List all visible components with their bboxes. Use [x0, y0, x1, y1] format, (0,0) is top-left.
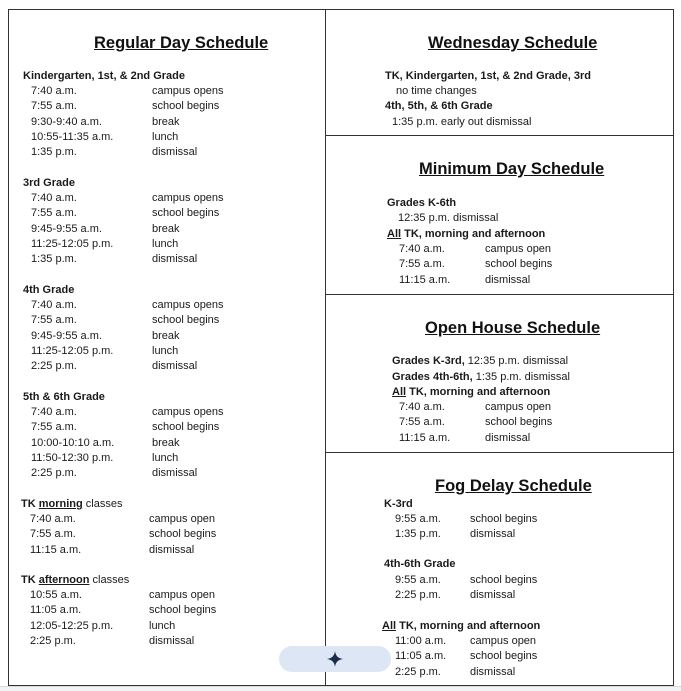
schedule-time: 7:40 a.m. [31, 85, 77, 97]
schedule-time: 2:25 p.m. [31, 360, 77, 373]
schedule-time: 10:55-11:35 a.m. [31, 130, 114, 143]
sparkle-icon [327, 651, 343, 667]
schedule-event: school begins [470, 650, 538, 663]
schedule-event: lunch [152, 130, 179, 143]
openhouse-tk-header: All TK, morning and afternoon [392, 386, 551, 398]
minimum-grades-time: 12:35 p.m. dismissal [398, 212, 499, 224]
section-divider [325, 294, 674, 295]
schedule-time: 7:40 a.m. [31, 192, 77, 204]
schedule-event: campus opens [152, 192, 224, 204]
schedule-event: school begins [152, 314, 220, 327]
schedule-time: 9:55 a.m. [395, 574, 441, 586]
grade-header: 5th & 6th Grade [23, 391, 105, 403]
schedule-event: dismissal [470, 589, 516, 602]
schedule-event: dismissal [149, 634, 195, 647]
fog-tk-header: All TK, morning and afternoon [382, 620, 541, 632]
schedule-event: break [152, 222, 180, 235]
column-divider [325, 9, 326, 686]
schedule-time: 11:50-12:30 p.m. [31, 451, 114, 464]
minimum-tk-header: All TK, morning and afternoon [387, 228, 546, 240]
schedule-time: 11:05 a.m. [395, 650, 447, 663]
minimum-schedule-title: Minimum Day Schedule [419, 160, 605, 178]
wednesday-line: TK, Kindergarten, 1st, & 2nd Grade, 3rd [385, 70, 591, 82]
schedule-time: 10:55 a.m. [30, 589, 82, 601]
schedule-time: 2:25 p.m. [30, 634, 76, 647]
schedule-time: 9:45-9:55 a.m. [31, 329, 102, 342]
schedule-time: 11:25-12:05 p.m. [31, 237, 114, 250]
schedule-event: break [152, 329, 180, 342]
schedule-event: school begins [470, 513, 538, 525]
schedule-event: break [152, 436, 180, 449]
schedule-time: 7:55 a.m. [399, 258, 445, 271]
schedule-event: dismissal [152, 467, 198, 480]
schedule-time: 7:55 a.m. [399, 416, 445, 429]
schedule-time: 11:15 a.m. [399, 273, 451, 286]
schedule-event: dismissal [485, 431, 531, 444]
page-bottom-bar [0, 686, 681, 691]
section-divider [325, 452, 674, 453]
schedule-time: 7:40 a.m. [399, 243, 445, 255]
schedule-time: 9:30-9:40 a.m. [31, 115, 102, 128]
schedule-event: campus open [485, 401, 552, 413]
schedule-time: 7:55 a.m. [30, 528, 76, 541]
schedule-event: lunch [152, 237, 179, 250]
schedule-event: dismissal [152, 146, 198, 159]
schedule-time: 11:05 a.m. [30, 604, 82, 617]
fog-46-header: 4th-6th Grade [384, 558, 456, 570]
schedule-event: lunch [149, 619, 176, 632]
fog-k3-header: K-3rd [384, 498, 413, 510]
schedule-time: 2:25 p.m. [31, 467, 77, 480]
schedule-event: campus open [149, 589, 216, 601]
schedule-time: 1:35 p.m. [31, 253, 77, 266]
schedule-event: dismissal [470, 528, 516, 541]
schedule-event: campus open [485, 243, 552, 255]
schedule-time: 7:55 a.m. [31, 314, 77, 327]
wednesday-schedule-title: Wednesday Schedule [428, 34, 598, 52]
schedule-time: 11:00 a.m. [395, 635, 447, 647]
schedule-event: dismissal [149, 543, 195, 556]
schedule-event: lunch [152, 451, 179, 464]
tk-class-header: TK afternoon classes [21, 574, 130, 586]
schedule-time: 1:35 p.m. [31, 146, 77, 159]
wednesday-line: no time changes [396, 85, 477, 97]
schedule-time: 2:25 p.m. [395, 589, 441, 602]
schedule-event: school begins [470, 574, 538, 586]
minimum-grades: Grades K-6th [387, 197, 457, 209]
schedule-event: campus opens [152, 406, 224, 418]
schedule-event: lunch [152, 344, 179, 357]
schedule-time: 7:55 a.m. [31, 207, 77, 220]
schedule-time: 7:55 a.m. [31, 100, 77, 113]
ai-assist-button[interactable] [279, 646, 391, 672]
schedule-event: campus open [470, 635, 537, 647]
wednesday-line: 1:35 p.m. early out dismissal [392, 116, 532, 128]
schedule-time: 7:40 a.m. [399, 401, 445, 413]
schedule-event: dismissal [485, 273, 531, 286]
openhouse-line: Grades K-3rd, 12:35 p.m. dismissal [392, 355, 569, 367]
schedule-event: campus opens [152, 85, 224, 97]
schedule-time: 11:25-12:05 p.m. [31, 344, 114, 357]
openhouse-line: Grades 4th-6th, 1:35 p.m. dismissal [392, 371, 570, 383]
schedule-event: school begins [485, 258, 553, 271]
schedule-time: 7:55 a.m. [31, 421, 77, 434]
grade-header: 3rd Grade [23, 177, 75, 189]
grade-header: Kindergarten, 1st, & 2nd Grade [23, 70, 185, 82]
schedule-time: 9:55 a.m. [395, 513, 441, 525]
schedule-time: 7:40 a.m. [31, 406, 77, 418]
schedule-event: campus opens [152, 299, 224, 311]
openhouse-schedule-title: Open House Schedule [425, 319, 601, 337]
schedule-event: school begins [152, 421, 220, 434]
schedule-time: 7:40 a.m. [31, 299, 77, 311]
schedule-event: school begins [485, 416, 553, 429]
schedule-time: 1:35 p.m. [395, 528, 441, 541]
fog-schedule-title: Fog Delay Schedule [435, 477, 592, 495]
schedule-time: 12:05-12:25 p.m. [30, 619, 114, 632]
schedule-event: school begins [149, 604, 217, 617]
tk-class-header: TK morning classes [21, 498, 123, 510]
section-divider [325, 135, 674, 136]
schedule-event: break [152, 115, 180, 128]
schedule-event: school begins [149, 528, 217, 541]
schedule-time: 9:45-9:55 a.m. [31, 222, 102, 235]
wednesday-line: 4th, 5th, & 6th Grade [385, 100, 493, 112]
schedule-time: 10:00-10:10 a.m. [31, 436, 115, 449]
schedule-time: 7:40 a.m. [30, 513, 76, 525]
schedule-event: school begins [152, 100, 220, 113]
schedule-event: dismissal [152, 253, 198, 266]
schedule-time: 11:15 a.m. [30, 543, 82, 556]
schedule-event: dismissal [152, 360, 198, 373]
grade-header: 4th Grade [23, 284, 75, 296]
schedule-event: campus open [149, 513, 216, 525]
regular-schedule-title: Regular Day Schedule [94, 34, 269, 52]
schedule-event: school begins [152, 207, 220, 220]
schedule-time: 11:15 a.m. [399, 431, 451, 444]
schedule-event: dismissal [470, 665, 516, 678]
schedule-time: 2:25 p.m. [395, 665, 441, 678]
